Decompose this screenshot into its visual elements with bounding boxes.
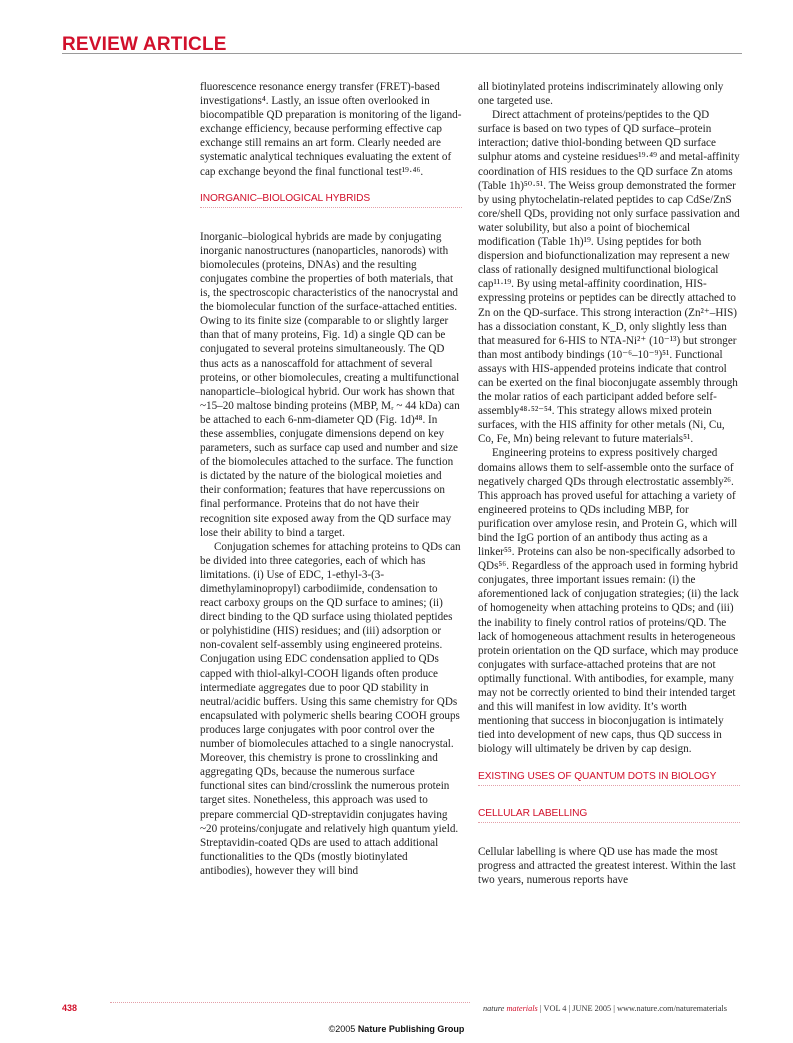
section-label: REVIEW ARTICLE: [62, 34, 227, 55]
right-paragraph-4: Cellular labelling is where QD use has made the most progress and attracted the greatest interest. Within the last two years, numerous reports have: [478, 845, 736, 886]
journal-footer: [483, 1004, 745, 1013]
journal-name: [483, 1004, 538, 1013]
journal-issue-info: | VOL 4 | JUNE 2005 | www.nature.com/naturematerials: [537, 1004, 728, 1013]
subsection-heading-cellular-labelling: CELLULAR LABELLING: [478, 808, 740, 823]
copyright-year: ©2005: [328, 1024, 358, 1034]
copyright-line: [0, 1024, 793, 1034]
copyright-publisher: Nature Publishing Group: [357, 1024, 465, 1034]
journal-name-accent: materials: [506, 1004, 538, 1013]
left-paragraph-2: Inorganic–biological hybrids are made by conjugating inorganic nanostructures (nanoparticles, nanorods) with biomolecules (proteins, DNAs) and the resulting conjugates combine the properties of both materials, that is, the spectroscopic characteristics of the nanocrystal and the biomolecular function of the surface-attached entities. Owing to its finite size (comparable to or slightly larger than that of many proteins, Fig. 1d) a single QD can be conjugated to several proteins simultaneously. The QD thus acts as a nanoscaffold for attachment of several proteins, or other biomolecules, creating a multifunctional nanoparticle–biological hybrid. Our work has shown that ~15–20 maltose binding proteins (MBP, Mᵣ ~ 44 kDa) can be attached to each 6-nm-diameter QD (Fig. 1d)⁴⁸. In these assemblies, conjugate dimensions depend on key parameters, such as surface cap used and number and size of the biomolecules attached to the surface. The function is dictated by the nature of the biological moieties and their conformation; features that have repercussions on final performance. Proteins that do not have their recognition site exposed away from the QD surface may lose their ability to bind a target.: [200, 230, 460, 539]
header-rule: [62, 53, 742, 54]
right-paragraph-2: Direct attachment of proteins/peptides to the QD surface is based on two types of QD surface–protein interaction; dative thiol-bonding between QD surface sulphur atoms and cysteine residues¹⁹·⁴⁹ and metal-affinity coordination of HIS residues to the QD surface Zn atoms (Table 1h)⁵⁰·⁵¹. The Weiss group demonstrated the former by using phytochelatin-related peptides to cap CdSe/ZnS core/shell QDs, providing not only surface passivation and water solubility, but also a point of biochemical modification (Table 1h)¹⁹. Using peptides for both dispersion and biofunctionalization may represent a new class of rationally designed multifunctional biological cap¹¹·¹⁹. By using metal-affinity coordination, HIS-expressing proteins or peptides can be directly attached to Zn on the QD-surface. This strong interaction (Zn²⁺–HIS) has a dissociation constant, K_D, only slightly less than that measured for 6-HIS to NTA-Ni²⁺ (10⁻¹³) but stronger than most antibody bindings (10⁻⁶–10⁻⁹)⁵¹. Functional assays with HIS-appended proteins indicate that control can be exerted on the final bioconjugate assembly through the molar ratios of each participant added before self-assembly⁴⁸·⁵²⁻⁵⁴. This strategy allows mixed protein surfaces, with the HIS affinity for other metals (Ni, Cu, Co, Fe, Mn) being relevant to future materials⁵¹.: [478, 109, 740, 446]
left-column: [200, 80, 462, 878]
left-paragraph-3: Conjugation schemes for attaching proteins to QDs can be divided into three categories, each of which has limitations. (i) Use of EDC, 1-ethyl-3-(3-dimethylaminopropyl) carbodiimide, condensation to react carboxy groups on the QD surface to amines; (ii) direct binding to the QD surface using thiolated peptides or polyhistidine (HIS) residues; and (iii) adsorption or non-covalent self-assembly using engineered proteins. Conjugation using EDC condensation applied to QDs capped with thiol-alkyl-COOH ligands often produce intermediate aggregates due to poor QD stability in neutral/acidic buffers. Using this same chemistry for QDs encapsulated with polymeric shells bearing COOH groups produces large conjugates with poor control over the number of biomolecules attached to a single nanocrystal. Moreover, this chemistry is prone to crosslinking and aggregating QDs, because the numerous surface functional sites can bind/crosslink the numerous protein target sites. Nonetheless, this approach was used to prepare commercial QD-streptavidin conjugates having ~20 proteins/conjugate and relatively high quantum yield. Streptavidin-coated QDs are used to attach additional functionalities to the QDs (mostly biotinylated antibodies), however they will bind: [200, 540, 461, 877]
right-paragraph-1: all biotinylated proteins indiscriminately allowing only one targeted use.: [478, 81, 724, 108]
right-paragraph-3: Engineering proteins to express positively charged domains allows them to self-assemble onto the surface of negatively charged QDs through electrostatic assembly²⁶. This approach has proved useful for attaching a variety of engineered proteins to QDs including MBP, for purification over amylose resin, and Protein G, which will bind the IgG portion of an antibody thus acting as a linker⁵⁵. Proteins can also be non-specifically adsorbed to QDs⁵⁶. Regardless of the approach used in forming hybrid conjugates, three important issues remain: (i) the aforementioned lack of conjugation strategies; (ii) the lack of homogeneity when attaching proteins to QDs; and (iii) the inability to finely control ratios of proteins/QD. The lack of homogeneous attachment results in heterogeneous protein orientation on the QD surface, which may produce conjugates with surface-attached proteins that are not optimally functional. With antibodies, for example, many may not be correctly oriented to bind their intended target and this will manifest in low avidity. It’s worth mentioning that success in bioconjugation is intimately tied into development of new caps, thus QD success in biology will ultimately be driven by cap design.: [478, 447, 739, 756]
journal-name-prefix: nature: [483, 1004, 507, 1013]
footer-rule: [110, 1002, 470, 1003]
left-paragraph-1: fluorescence resonance energy transfer (FRET)-based investigations⁴. Lastly, an issue often overlooked in biocompatible QD preparation is monitoring of the ligand-exchange efficiency, because performing effective cap exchange still remains an art form. Clearly needed are systematic analytical techniques evaluating the extent of cap exchange beyond the final functional test¹⁹·⁴⁶.: [200, 81, 462, 178]
section-heading-inorganic-biological-hybrids: INORGANIC–BIOLOGICAL HYBRIDS: [200, 193, 462, 208]
page-number: 438: [62, 1003, 78, 1013]
section-heading-existing-uses: EXISTING USES OF QUANTUM DOTS IN BIOLOGY: [478, 771, 740, 786]
right-column: [478, 80, 740, 887]
